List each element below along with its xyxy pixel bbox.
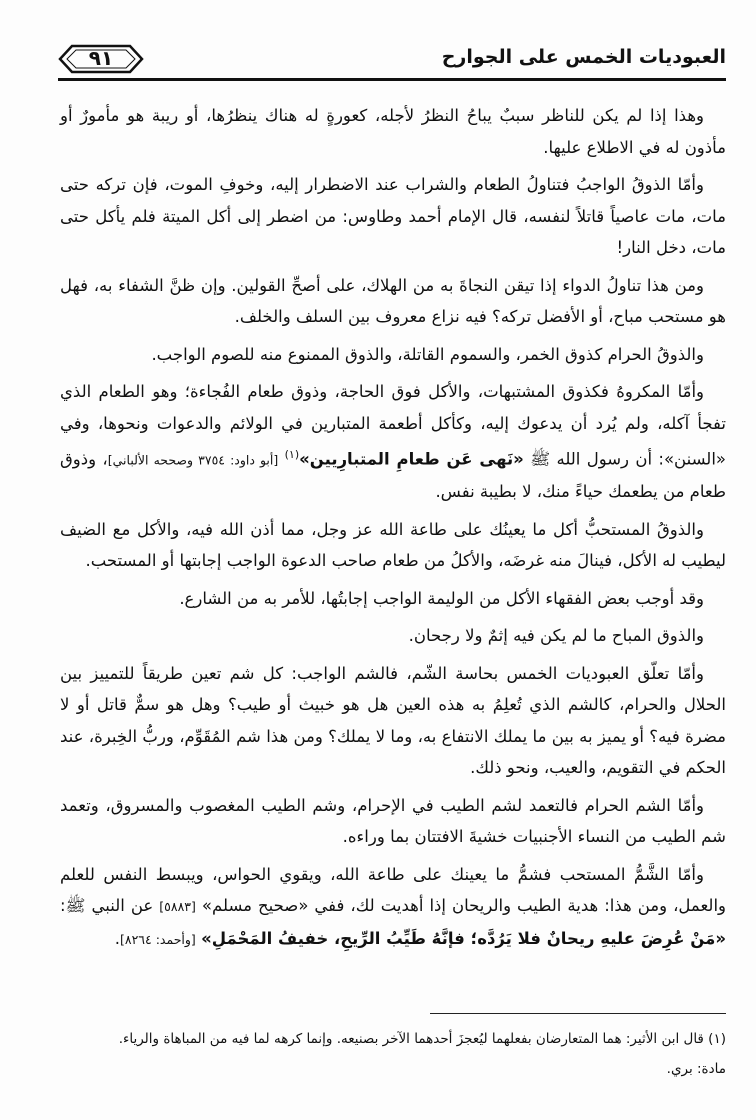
paragraph: والذوقُ الحرام كذوق الخمر، والسموم القاتلة، والذوق الممنوع منه للصوم الواجب. [151,344,704,364]
paragraph: وقد أوجب بعض الفقهاء الأكل من الوليمة الواجب إجابتُها، للأمر به من الشارع. [179,588,704,608]
footnote-marker: (١) [284,448,300,461]
paragraph: وهذا إذا لم يكن للناظر سببٌ يباحُ النظرُ لأجله، كعورةٍ له هناك ينظرُها، أو ريبة هو مأمورٌ أو مأذون له في الاطلاع عليها. [60,106,726,157]
footnote-continuation: مادة: بري. [666,1061,726,1077]
header-divider [58,78,726,81]
page-number-frame [58,44,144,74]
hadith-quote: «نَهى عَن طعامِ المتبارِيين» [299,449,524,469]
paragraph: والذوق المباح ما لم يكن فيه إثمٌ ولا رجحان. [408,626,704,645]
paragraph: والذوقُ المستحبُّ أكل ما يعينُك على طاعة الله عز وجل، مما أذن الله فيه، والأكل مع الضيف ليطيب له الأكل، فينالَ منه غرضَه، والأكلُ من طعام صاحب الدعوة الواجب إجابتها أو المستحب. [60,519,726,570]
footnotes [60,1024,726,1084]
paragraph: وأمّا تعلّق العبوديات الخمس بحاسة الشّم، فالشم الواجب: كل شم تعين طريقاً للتمييز بين الحلال والحرام، كالشم الذي تُعلِمُ به هذه العين هل هو خبيث أو طيب؟ وهل هو سمٌّ قاتل أو لا مضرة فيه؟ أو يميز به بين ما يملك الانتفاع به، وما لا يملك؟ ومن هذا شم المُقَوِّم، وربُّ الخِبرة، عند الحكم في التقويم، والعيب، ونحو ذلك. [60,663,726,777]
paragraph-text: وأمّا المكروهُ فكذوق المشتبهات، والأكل فوق الحاجة، وذوق طعام الفُجاءة؛ وهو الطعام الذي تفجأ آكله، ولم يُرد أن يدعوك إليه، وكأكل أطعمة المتبارين في الولائم والدعوات ونحوها، وفي «السنن»: أن رسول الله ﷺ [60,382,727,469]
paragraph-text: وأمّا الشَّمُّ المستحب فشمُّ ما يعينك على طاعة الله، ويقوي الحواس، ويبسط النفس للعلم والعمل، ومن هذا: هدية الطيب والريحان إذا أهديت لك، ففي «صحيح مسلم» [60,864,726,915]
page-number: ٩١ [88,46,114,70]
citation: [وأحمد: ٨٢٦٤] [119,931,196,947]
page-header [58,44,726,82]
paragraph: ومن هذا تناولُ الدواء إذا تيقن النجاةَ به من الهلاك، على أصحِّ القولين. وإن ظنَّ الشفاء به، فهل هو مستحب مباح، أو الأفضل تركه؟ فيه نزاع معروف بين السلف والخلف. [60,275,726,326]
paragraph [60,859,726,956]
main-text [60,100,726,955]
paragraph-text: ، وذوق طعام من يطعمك حياءً منك، لا بطيبة نفس. [60,449,726,501]
citation: [أبو داود: ٣٧٥٤ وصححه الألباني] [107,452,279,468]
citation: [٥٨٨٣] [159,899,196,914]
paragraph [60,376,726,508]
running-title: العبوديات الخمس على الجوارح [441,46,726,68]
paragraph: وأمّا الشم الحرام فالتعمد لشم الطيب في الإحرام، وشم الطيب المغصوب والمسروق، وتعمد شم الطيب من النساء الأجنبيات خشيةَ الافتتان بما وراءه. [60,795,726,846]
paragraph: وأمّا الذوقُ الواجبُ فتناولُ الطعام والشراب عند الاضطرار إليه، وخوفِ الموت، فإن تركه حتى مات، مات عاصياً قاتلاً لنفسه، قال الإمام أحمد وطاوس: من اضطر إلى أكل الميتة فلم يأكل حتى مات، دخل النار! [60,175,726,257]
footnote-divider [430,1013,726,1014]
paragraph-text: عن النبي ﷺ: [60,896,154,915]
hadith-quote: «مَنْ عُرِضَ عليهِ ريحانٌ فلا يَرُدَّه؛ فإنَّهُ طَيِّبُ الرِّيحِ، خفيفُ المَحْمَلِ» [201,928,726,948]
footnote: (١) قال ابن الأثير: هما المتعارضان بفعلهما ليُعجزَ أحدهما الآخر بصنيعه. وإنما كرهه لما فيه من المباهاة والرياء. [118,1031,726,1047]
paragraph-end: . [114,928,120,948]
